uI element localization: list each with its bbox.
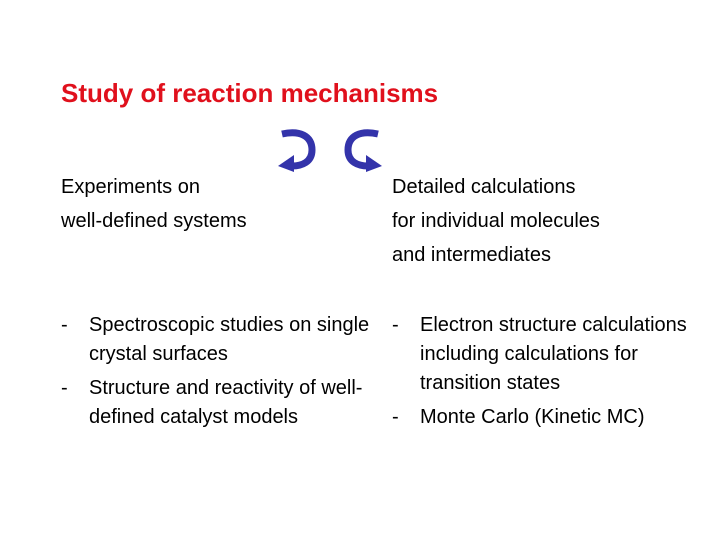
list-item <box>392 311 702 398</box>
curved-arrow-right-icon <box>348 133 382 172</box>
bullet-text: Structure and reactivity of well-defined catalyst models <box>89 377 363 428</box>
list-item <box>61 311 381 369</box>
heading-line: for individual molecules <box>392 210 600 232</box>
list-item <box>61 374 381 432</box>
bullet-marker: - <box>392 314 399 336</box>
list-item <box>392 403 702 432</box>
bullet-marker: - <box>61 377 68 399</box>
bullet-marker: - <box>61 314 68 336</box>
curved-arrow-left-icon <box>278 133 312 172</box>
exchange-arrows <box>270 128 390 172</box>
heading-line: and intermediates <box>392 244 551 266</box>
bullet-text: Spectroscopic studies on single crystal surfaces <box>89 314 370 365</box>
right-bullet-list <box>392 311 702 437</box>
right-column-heading <box>392 170 600 272</box>
left-bullet-list <box>61 311 381 437</box>
heading-line: Detailed calculations <box>392 176 576 198</box>
left-column-heading <box>61 170 247 238</box>
bullet-text: Electron structure calculations including calculations for transition states <box>420 314 687 394</box>
heading-line: Experiments on <box>61 176 200 198</box>
bullet-text: Monte Carlo (Kinetic MC) <box>420 406 645 428</box>
heading-line: well-defined systems <box>61 210 247 232</box>
bullet-marker: - <box>392 406 399 428</box>
slide-title: Study of reaction mechanisms <box>61 78 439 108</box>
